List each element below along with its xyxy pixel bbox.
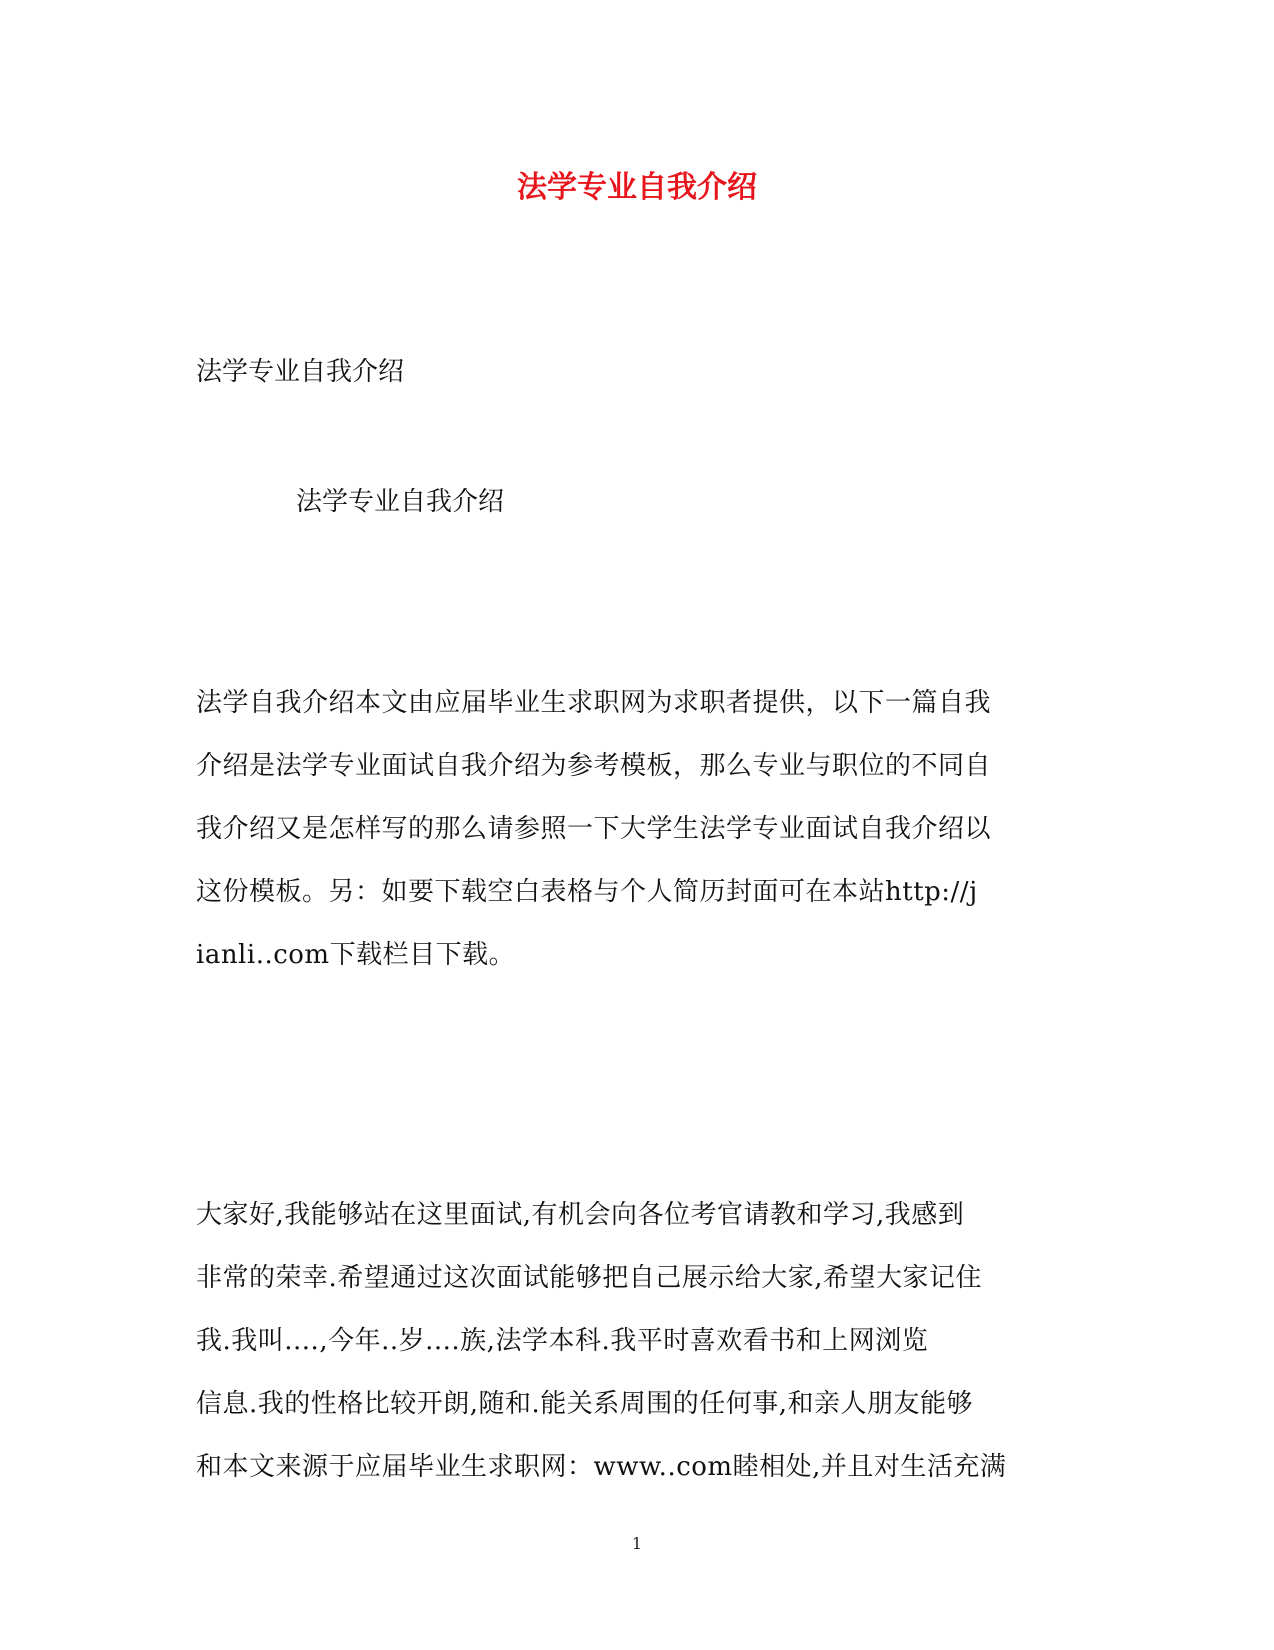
intro-line: 介绍是法学专业面试自我介绍为参考模板，那么专业与职位的不同自	[196, 751, 992, 781]
document-subtitle-indented: 法学专业自我介绍	[296, 487, 505, 517]
intro-paragraph	[196, 672, 1076, 987]
body-line: 我.我叫....,今年..岁....族,法学本科.我平时喜欢看书和上网浏览	[196, 1326, 929, 1356]
intro-line: 我介绍又是怎样写的那么请参照一下大学生法学专业面试自我介绍以	[196, 814, 992, 844]
body-line: 大家好,我能够站在这里面试,有机会向各位考官请教和学习,我感到	[196, 1200, 965, 1230]
page-title: 法学专业自我介绍	[517, 170, 757, 205]
intro-line: 法学自我介绍本文由应届毕业生求职网为求职者提供，以下一篇自我	[196, 688, 992, 718]
intro-line: 这份模板。另：如要下载空白表格与个人简历封面可在本站http://j	[196, 877, 978, 907]
body-line: 信息.我的性格比较开朗,随和.能关系周围的任何事,和亲人朋友能够	[196, 1389, 974, 1419]
body-line: 非常的荣幸.希望通过这次面试能够把自己展示给大家,希望大家记住	[196, 1263, 983, 1293]
body-paragraph	[196, 1184, 1076, 1499]
body-line: 和本文来源于应届毕业生求职网：www..com睦相处,并且对生活充满	[196, 1452, 1007, 1482]
intro-line: ianli..com下载栏目下载。	[196, 940, 516, 970]
page-number: 1	[631, 1534, 643, 1553]
document-subtitle: 法学专业自我介绍	[196, 357, 405, 387]
